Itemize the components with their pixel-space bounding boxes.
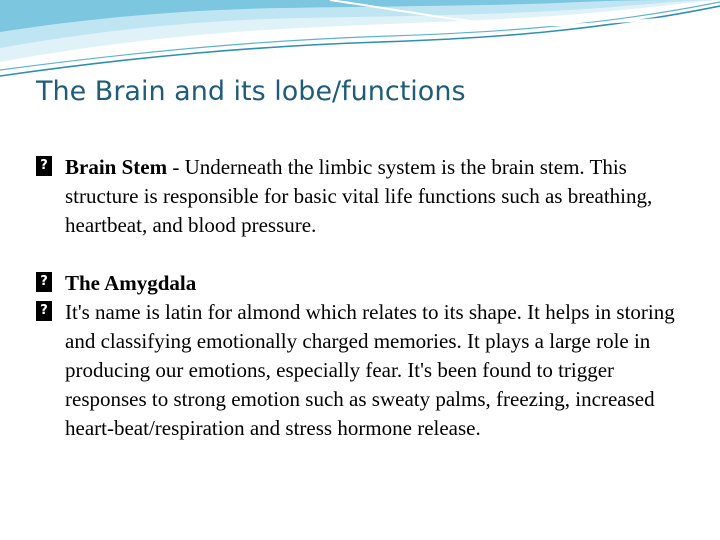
bullet-icon [36, 156, 52, 176]
paragraph-heading: The Amygdala [65, 271, 197, 295]
paragraph-amygdala-text [36, 298, 700, 443]
paragraph-text: It's name is latin for almond which relates to its shape. It helps in storing and classifying emotionally charged memories. It plays a large role in producing our emotions, especially fear. It's been found to trigger responses to strong emotion such as sweaty palms, freezing, increased heart-beat/respiration and stress hormone release. [65, 300, 675, 440]
paragraph-text: - Underneath the limbic system is the brain stem. This structure is responsible for basic vital life functions such as breathing, heartbeat, and blood pressure. [65, 155, 653, 237]
paragraph-brain-stem [36, 153, 700, 240]
bullet-icon [36, 272, 52, 292]
bullet-icon [36, 301, 52, 321]
paragraph-heading: Brain Stem [65, 155, 168, 179]
header-wave-decoration [0, 0, 720, 80]
paragraph-amygdala-heading [36, 269, 700, 298]
slide-title: The Brain and its lobe/functions [36, 76, 466, 107]
slide-body [36, 153, 700, 443]
